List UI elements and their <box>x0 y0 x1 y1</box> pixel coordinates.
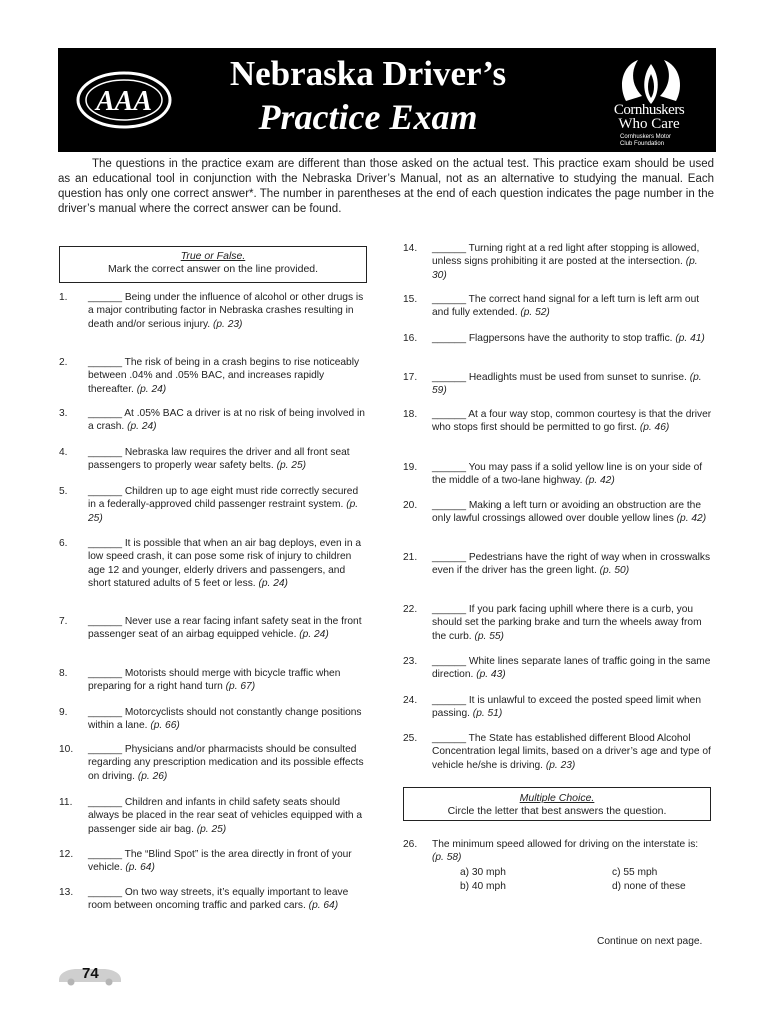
continue-note: Continue on next page. <box>597 936 703 947</box>
header-banner <box>58 48 716 152</box>
aaa-logo-text: AAA <box>95 86 153 117</box>
option-b: b) 40 mph <box>460 881 506 892</box>
multiple-choice-instruction: Circle the letter that best answers the question. <box>447 805 667 817</box>
intro-paragraph <box>58 157 714 217</box>
cornhuskers-logo <box>590 56 708 146</box>
page-number: 74 <box>82 965 99 982</box>
true-false-heading: True or False. <box>180 250 246 262</box>
option-c: c) 55 mph <box>612 867 658 878</box>
multiple-choice-heading: Multiple Choice. <box>519 792 595 804</box>
multiple-choice-box <box>403 787 711 821</box>
partner-sub-line2: Club Foundation <box>620 141 665 147</box>
partner-sub-line1: Cornhuskers Motor <box>620 134 672 140</box>
page-title-line1: Nebraska Driver’s <box>229 54 507 93</box>
page-title-line2: Practice Exam <box>258 97 478 137</box>
true-false-instruction: Mark the correct answer on the line provided. <box>107 263 319 275</box>
option-d: d) none of these <box>612 881 686 892</box>
aaa-logo <box>76 70 172 130</box>
flame-icon <box>616 56 686 106</box>
true-false-box <box>59 246 367 283</box>
partner-name-line1: Cornhuskers <box>613 102 685 118</box>
option-a: a) 30 mph <box>460 867 506 878</box>
partner-name-line2: Who Care <box>618 116 680 132</box>
intro-text: The questions in the practice exam are different than those asked on the actual test. This practice exam should be used as an educational tool in conjunction with the Nebraska Driver’s Manual, not as an alternative to studying the manual. Each question has only one correct answer*. The number in parentheses at the end of each question indicates the page number in the driver’s manual where the correct answer can be found. <box>58 158 714 215</box>
